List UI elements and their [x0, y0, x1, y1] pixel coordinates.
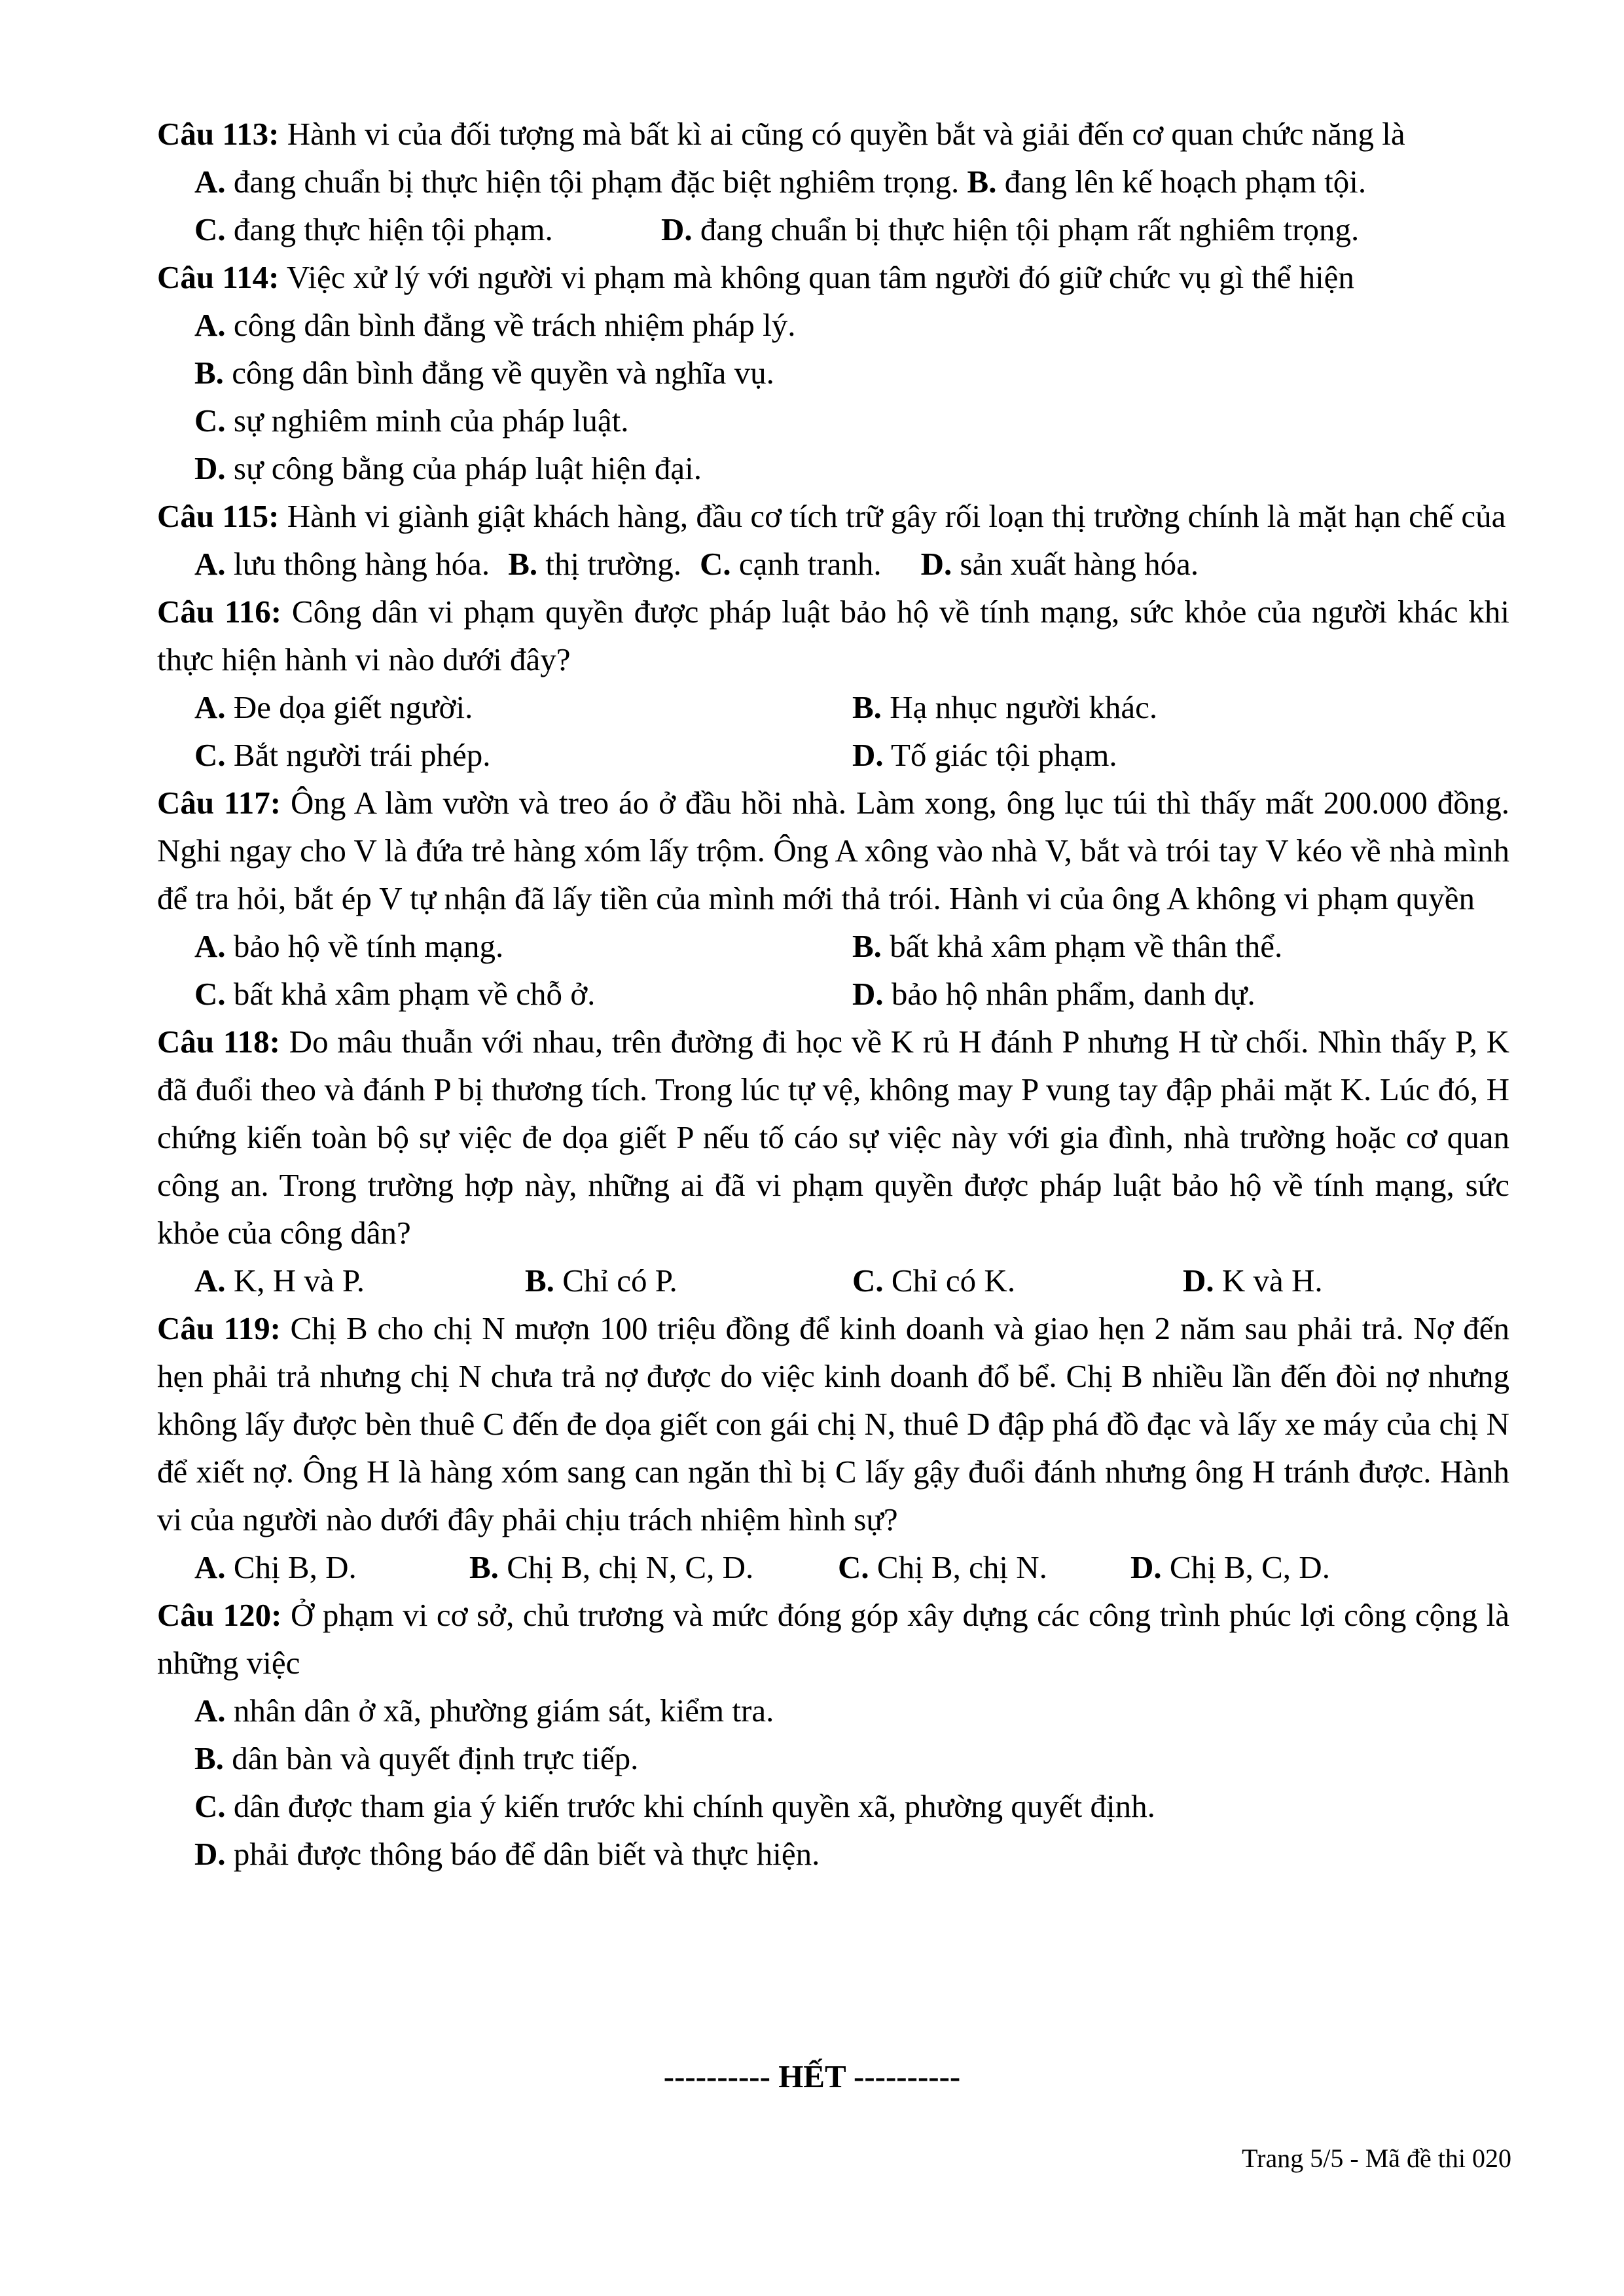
option-text: Chỉ có P.: [554, 1263, 677, 1299]
option-label: A.: [194, 1693, 226, 1729]
question-text: Ở phạm vi cơ sở, chủ trương và mức đóng góp xây dựng các công trình phúc lợi công cộng là những việc: [157, 1597, 1509, 1681]
options: [194, 158, 1509, 253]
option-label: D.: [852, 737, 884, 773]
options: [194, 922, 1509, 1018]
option-a: [194, 546, 490, 582]
question-stem: [157, 110, 1509, 158]
option-c: [838, 1543, 1130, 1591]
option-row: [194, 922, 1509, 970]
option-label: D.: [1183, 1263, 1214, 1299]
option-a: [194, 1543, 469, 1591]
option-text: Chị B, D.: [225, 1549, 357, 1585]
question-stem: [157, 779, 1509, 922]
option-text: Tố giác tội phạm.: [883, 737, 1117, 773]
question-118: [157, 1018, 1509, 1304]
option-label: C.: [838, 1549, 869, 1585]
question-115: [157, 492, 1509, 588]
options: [194, 540, 1509, 588]
question-text: Chị B cho chị N mượn 100 triệu đồng để kinh doanh và giao hẹn 2 năm sau phải trả. Nợ đến hẹn phải trả nhưng chị N chưa trả nợ được do việc kinh doanh đổ bể. Chị B nhiều lần đến đòi nợ nhưng không lấy được bèn thuê C đến đe dọa giết con gái chị N, thuê D đập phá đồ đạc và lấy xe máy của chị N để xiết nợ. Ông H là hàng xóm sang can ngăn thì bị C lấy gậy đuổi đánh nhưng ông H tránh được. Hành vi của người nào dưới đây phải chịu trách nhiệm hình sự?: [157, 1310, 1509, 1537]
question-text: Ông A làm vườn và treo áo ở đầu hồi nhà. Làm xong, ông lục túi thì thấy mất 200.000 đồng. Nghi ngay cho V là đứa trẻ hàng xóm lấy trộm. Ông A xông vào nhà V, bắt và trói tay V kéo về nhà mình để tra hỏi, bắt ép V tự nhận đã lấy tiền của mình mới thả trói. Hành vi của ông A không vi phạm quyền: [157, 785, 1509, 916]
option-text: sản xuất hàng hóa.: [952, 546, 1199, 582]
option-c: [194, 1782, 1509, 1830]
option-a: [194, 683, 852, 731]
option-text: đang chuẩn bị thực hiện tội phạm đặc biệt nghiêm trọng.: [225, 164, 960, 200]
question-120: [157, 1591, 1509, 1878]
option-text: công dân bình đẳng về quyền và nghĩa vụ.: [223, 355, 774, 391]
option-label: B.: [469, 1549, 499, 1585]
option-text: cạnh tranh.: [731, 546, 882, 582]
option-text: bảo hộ về tính mạng.: [225, 928, 504, 964]
option-text: dân bàn và quyết định trực tiếp.: [223, 1740, 639, 1776]
option-text: sự công bằng của pháp luật hiện đại.: [225, 450, 702, 486]
option-text: dân được tham gia ý kiến trước khi chính quyền xã, phường quyết định.: [225, 1788, 1155, 1824]
option-c: [194, 206, 661, 253]
option-label: D.: [661, 211, 693, 247]
option-row: [194, 970, 1509, 1018]
option-d: [194, 444, 1509, 492]
option-label: C.: [194, 211, 226, 247]
option-label: A.: [194, 1549, 226, 1585]
option-a: [194, 301, 1509, 349]
option-label: C.: [700, 546, 731, 582]
page-footer: Trang 5/5 - Mã đề thi 020: [1242, 2144, 1511, 2173]
option-text: Chị B, chị N.: [869, 1549, 1047, 1585]
question-number: Câu 117:: [157, 785, 281, 821]
option-b: [852, 689, 1157, 725]
option-label: C.: [194, 976, 226, 1012]
option-text: bất khả xâm phạm về chỗ ở.: [225, 976, 596, 1012]
option-text: Chỉ có K.: [883, 1263, 1016, 1299]
option-b: [852, 928, 1282, 964]
question-114: [157, 253, 1509, 492]
option-text: đang chuẩn bị thực hiện tội phạm rất nghiêm trọng.: [692, 211, 1360, 247]
option-text: Chị B, C, D.: [1161, 1549, 1330, 1585]
option-label: D.: [852, 976, 884, 1012]
option-b: [469, 1543, 838, 1591]
option-d: [194, 1830, 1509, 1878]
option-text: Bắt người trái phép.: [225, 737, 491, 773]
options: [194, 683, 1509, 779]
option-text: phải được thông báo để dân biết và thực hiện.: [225, 1836, 820, 1872]
question-list: [157, 110, 1509, 1878]
option-row: [194, 206, 1509, 253]
question-text: Hành vi giành giật khách hàng, đầu cơ tích trữ gây rối loạn thị trường chính là mặt hạn chế của: [279, 498, 1506, 534]
option-a: [194, 922, 852, 970]
option-text: công dân bình đẳng về trách nhiệm pháp lý.: [225, 307, 796, 343]
option-c: [852, 1257, 1183, 1304]
option-label: D.: [920, 546, 952, 582]
question-117: [157, 779, 1509, 1018]
option-label: C.: [194, 737, 226, 773]
option-label: A.: [194, 546, 226, 582]
option-text: Hạ nhục người khác.: [881, 689, 1158, 725]
option-d: [1183, 1257, 1323, 1304]
question-stem: [157, 253, 1509, 301]
option-text: đang lên kế hoạch phạm tội.: [996, 164, 1367, 200]
option-label: D.: [1130, 1549, 1162, 1585]
question-stem: [157, 588, 1509, 683]
option-label: B.: [852, 689, 882, 725]
option-label: A.: [194, 307, 226, 343]
option-b: [194, 349, 1509, 397]
question-text: Công dân vi phạm quyền được pháp luật bảo hộ về tính mạng, sức khỏe của người khác khi thực hiện hành vi nào dưới đây?: [157, 594, 1509, 677]
question-text: Việc xử lý với người vi phạm mà không quan tâm người đó giữ chức vụ gì thể hiện: [279, 259, 1354, 295]
option-b: [194, 1734, 1509, 1782]
option-label: D.: [194, 1836, 226, 1872]
question-text: Hành vi của đối tượng mà bất kì ai cũng có quyền bắt và giải đến cơ quan chức năng là: [279, 116, 1405, 152]
question-number: Câu 118:: [157, 1024, 280, 1060]
question-116: [157, 588, 1509, 779]
option-b: [508, 546, 681, 582]
option-text: K và H.: [1214, 1263, 1323, 1299]
option-label: C.: [194, 403, 226, 439]
option-text: nhân dân ở xã, phường giám sát, kiểm tra.: [225, 1693, 774, 1729]
option-text: sự nghiêm minh của pháp luật.: [225, 403, 629, 439]
option-c: [194, 970, 852, 1018]
option-row: [194, 731, 1509, 779]
option-label: B.: [967, 164, 997, 200]
option-label: A.: [194, 1263, 226, 1299]
option-a: [194, 164, 959, 200]
option-label: B.: [525, 1263, 554, 1299]
question-119: [157, 1304, 1509, 1591]
option-label: B.: [508, 546, 538, 582]
option-d: [852, 976, 1255, 1012]
option-text: thị trường.: [537, 546, 682, 582]
question-text: Do mâu thuẫn với nhau, trên đường đi học về K rủ H đánh P nhưng H từ chối. Nhìn thấy P, K đã đuổi theo và đánh P bị thương tích. Trong lúc tự vệ, không may P vung tay đập phải mặt K. Lúc đó, H chứng kiến toàn bộ sự việc đe dọa giết P nếu tố cáo sự việc này với gia đình, nhà trường hoặc cơ quan công an. Trong trường hợp này, những ai đã vi phạm quyền được pháp luật bảo hộ về tính mạng, sức khỏe của công dân?: [157, 1024, 1509, 1251]
option-row: [194, 540, 1509, 588]
option-text: Chị B, chị N, C, D.: [498, 1549, 754, 1585]
option-d: [852, 737, 1117, 773]
question-113: [157, 110, 1509, 253]
question-stem: [157, 492, 1509, 540]
question-number: Câu 119:: [157, 1310, 281, 1346]
option-d: [661, 211, 1359, 247]
option-text: bất khả xâm phạm về thân thể.: [881, 928, 1283, 964]
question-number: Câu 116:: [157, 594, 282, 630]
option-label: A.: [194, 689, 226, 725]
option-label: C.: [194, 1788, 226, 1824]
option-b: [967, 164, 1367, 200]
end-marker: ---------- HẾT ----------: [663, 2058, 961, 2094]
question-stem: [157, 1304, 1509, 1543]
option-d: [1130, 1543, 1330, 1591]
options: [194, 1257, 1509, 1304]
question-number: Câu 120:: [157, 1597, 282, 1633]
option-text: bảo hộ nhân phẩm, danh dự.: [883, 976, 1255, 1012]
question-number: Câu 115:: [157, 498, 280, 534]
option-label: B.: [194, 355, 224, 391]
question-stem: [157, 1018, 1509, 1257]
option-label: A.: [194, 164, 226, 200]
option-d: [921, 546, 1199, 582]
option-label: D.: [194, 450, 226, 486]
option-c: [194, 731, 852, 779]
option-c: [700, 546, 882, 582]
question-number: Câu 113:: [157, 116, 280, 152]
option-row: [194, 158, 1509, 206]
options: [194, 1687, 1509, 1878]
option-label: C.: [852, 1263, 884, 1299]
options: [194, 301, 1509, 492]
option-text: K, H và P.: [225, 1263, 365, 1299]
option-label: A.: [194, 928, 226, 964]
option-row: [194, 683, 1509, 731]
option-label: B.: [852, 928, 882, 964]
option-a: [194, 1687, 1509, 1734]
options: [194, 1543, 1509, 1591]
option-text: đang thực hiện tội phạm.: [225, 211, 553, 247]
option-a: [194, 1257, 525, 1304]
question-number: Câu 114:: [157, 259, 280, 295]
option-b: [525, 1257, 852, 1304]
option-label: B.: [194, 1740, 224, 1776]
option-text: Đe dọa giết người.: [225, 689, 473, 725]
option-text: lưu thông hàng hóa.: [225, 546, 490, 582]
option-row: [194, 1257, 1509, 1304]
option-row: [194, 1543, 1509, 1591]
option-c: [194, 397, 1509, 444]
question-stem: [157, 1591, 1509, 1687]
